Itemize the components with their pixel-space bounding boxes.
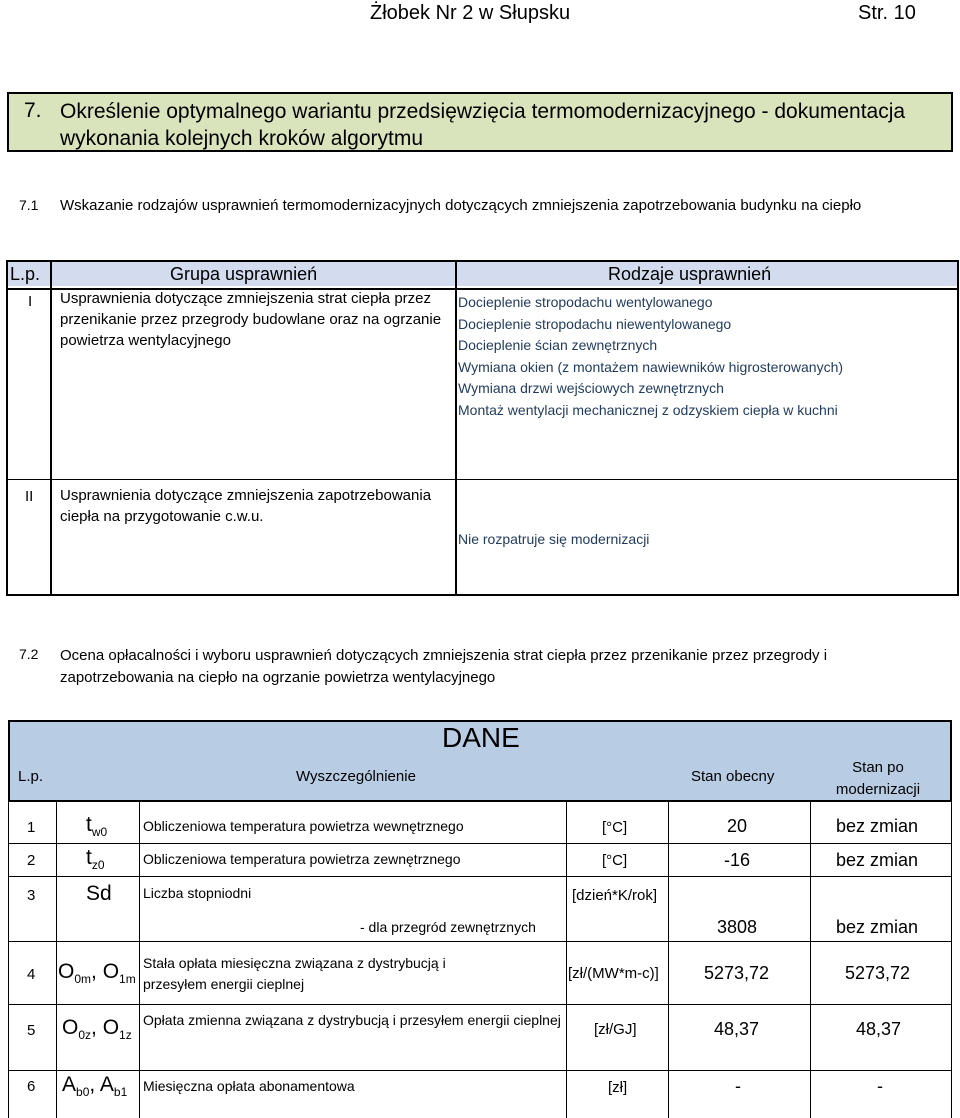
subsection-title-72: Ocena opłacalności i wyboru usprawnień dotyczących zmniejszenia strat ciepła przez przenikanie przez przegrody i zapotrzebowania na ciepło na ogrzanie powietrza wentylacyjnego	[60, 647, 828, 686]
table2-row4-lp: 4	[27, 966, 36, 983]
list-item: Montaż wentylacji mechanicznej z odzyskiem ciepła w kuchni	[458, 401, 838, 418]
table2-title: DANE	[442, 722, 520, 753]
table1-header-group: Grupa usprawnień	[170, 264, 318, 284]
list-item: Wymiana drzwi wejściowych zewnętrznych	[458, 380, 724, 396]
section-title: Określenie optymalnego wariantu przedsięwzięcia termomodernizacyjnego - dokumentacja wykonania kolejnych kroków algorytmu	[60, 100, 906, 150]
section-number: 7.	[24, 99, 42, 122]
table2-row3-unit: [dzień*K/rok]	[572, 887, 658, 904]
list-item: Docieplenie stropodachu niewentylowanego	[458, 315, 732, 332]
table2-row5-unit: [zł/GJ]	[594, 1021, 637, 1038]
table2-row5-desc: Opłata zmienna związana z dystrybucją i przesyłem energii cieplnej	[143, 1012, 561, 1028]
table1-row2-lp: II	[25, 488, 34, 505]
table2-row5-current: 48,37	[714, 1019, 760, 1039]
table1-header-kinds: Rodzaje usprawnień	[608, 264, 772, 284]
table2-row6-current: -	[735, 1076, 741, 1096]
table2-row2-current: -16	[724, 850, 751, 870]
table2-row3-lp: 3	[27, 887, 36, 904]
table2-row6-desc: Miesięczna opłata abonamentowa	[143, 1078, 355, 1094]
table2-row5-symbol: $O_{0z}$, $O_{1z}$	[62, 1016, 132, 1043]
list-item: Wymiana okien (z montażem nawiewników higrosterowanych)	[458, 358, 844, 375]
table2-row1-desc: Obliczeniowa temperatura powietrza wewnętrznego	[143, 818, 464, 834]
table2-row2-after: bez zmian	[836, 850, 919, 870]
table2-header-after: Stan po modernizacji	[835, 759, 921, 798]
table1-row1-lp: I	[28, 293, 33, 310]
table2-row4-desc: Stała opłata miesięczna związana z dystrybucją i przesyłem energii cieplnej	[143, 955, 446, 992]
table2-row1-unit: [°C]	[602, 819, 628, 836]
table1-row2-group: Usprawnienia dotyczące zmniejszenia zapotrzebowania ciepła na przygotowanie c.w.u.	[60, 487, 432, 525]
table2-row3-symbol: Sd	[86, 882, 112, 905]
table2-row2-desc: Obliczeniowa temperatura powietrza zewnętrznego	[143, 851, 461, 867]
table1-row2-kinds: Nie rozpatruje się modernizacji	[458, 531, 650, 547]
document-title: Żłobek Nr 2 w Słupsku	[370, 2, 571, 24]
table2-row4-symbol: $O_{0m}$, $O_{1m}$	[58, 960, 136, 987]
table2-row3-current: 3808	[717, 917, 758, 937]
table2-row3-desc: Liczba stopniodni	[143, 885, 252, 901]
subsection-number-71: 7.1	[19, 197, 39, 213]
table2-row2-lp: 2	[27, 852, 36, 869]
table2-row1-current: 20	[727, 816, 748, 836]
table1-row1-kinds	[458, 292, 953, 421]
table2-row3-subitem: - dla przegród zewnętrznych	[360, 919, 536, 935]
table2-row2-unit: [°C]	[602, 852, 628, 869]
list-item: Docieplenie stropodachu wentylowanego	[458, 294, 713, 310]
table2-row1-lp: 1	[27, 819, 36, 836]
table1-row1-group: Usprawnienia dotyczące zmniejszenia strat ciepła przez przenikanie przez przegrody budowlane oraz na ogrzanie powietrza wentylacyjnego	[60, 290, 442, 349]
table2-row6-lp: 6	[27, 1078, 36, 1095]
table2-header-desc: Wyszczególnienie	[296, 768, 416, 785]
table2-row6-unit: [zł]	[608, 1079, 628, 1096]
table1-header-lp: L.p.	[10, 264, 41, 284]
table2-row1-after: bez zmian	[836, 816, 919, 836]
page-number: Str. 10	[858, 2, 916, 24]
table2-row4-unit: [zł/(MW*m-c)]	[568, 965, 659, 982]
table2-row6-symbol: $A_{b0}$, $A_{b1}$	[62, 1073, 128, 1100]
table2-row5-after: 48,37	[856, 1019, 902, 1039]
table2-row6-after: -	[877, 1076, 883, 1096]
subsection-number-72: 7.2	[19, 646, 39, 662]
table2-row3-after: bez zmian	[836, 917, 919, 937]
table2-row2-symbol: $t_{z0}$	[86, 846, 105, 873]
table2-header-lp: L.p.	[18, 768, 44, 785]
subsection-title-71: Wskazanie rodzajów usprawnień termomodernizacyjnych dotyczących zmniejszenia zapotrzebowania budynku na ciepło	[60, 197, 862, 214]
table2-row1-symbol: $t_{w0}$	[86, 813, 108, 840]
table2-row4-after: 5273,72	[845, 963, 911, 983]
table2-row5-lp: 5	[27, 1022, 36, 1039]
list-item: Docieplenie ścian zewnętrznych	[458, 337, 658, 353]
table2-header-current: Stan obecny	[691, 768, 775, 785]
table2-row4-current: 5273,72	[704, 963, 770, 983]
